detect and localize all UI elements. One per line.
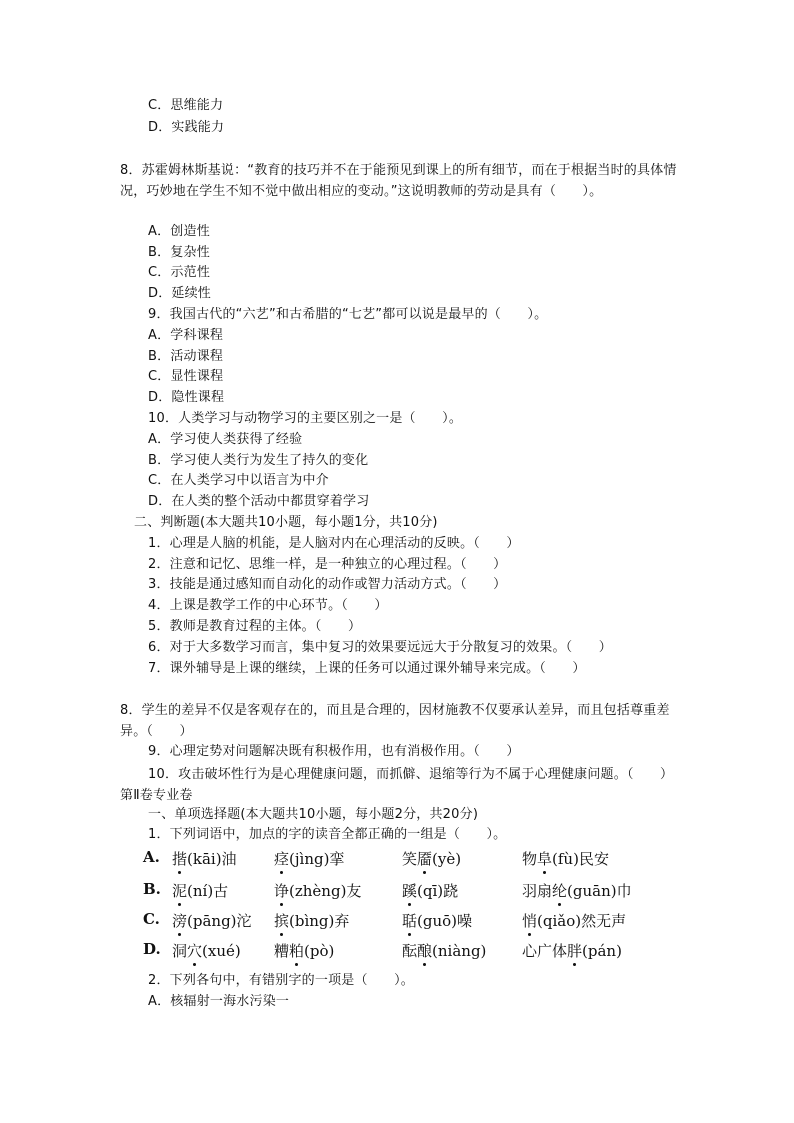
judge-10: 10．攻击破坏性行为是心理健康问题，而抓僻、退缩等行为不属于心理健康问题。（ ） 第Ⅱ卷专业卷 [120,767,680,803]
word-3: 蹊(qī)跷 [402,882,459,900]
q8-option-c: C．示范性 [148,265,211,280]
question-9: 9．我国古代的“六艺”和古希腊的“七艺”都可以说是最早的（ ）。 [148,307,548,322]
judge-7: 7．课外辅导是上课的继续，上课的任务可以通过课外辅导来完成。（ ） [148,661,586,676]
part2-section-1-heading: 一、单项选择题(本大题共10小题，每小题2分，共20分) [148,807,479,822]
judge-1: 1．心理是人脑的机能，是人脑对内在心理活动的反映。（ ） [148,536,520,551]
judge-6: 6．对于大多数学习而言，集中复习的效果要远远大于分散复习的效果。（ ） [148,640,612,655]
pinyin-options-image [140,842,670,972]
word-2: 诤(zhèng)友 [274,882,362,900]
word-2: 糟粕(pò) [274,942,335,960]
word-4: 羽扇纶(guān)巾 [522,882,632,900]
judge-2: 2．注意和记忆、思维一样，是一种独立的心理过程。（ ） [148,557,507,572]
section-2-heading: 二、判断题(本大题共10小题，每小题1分，共10分) [134,515,438,530]
q8-option-a: A．创造性 [148,224,210,239]
judge-9: 9．心理定势对问题解决既有积极作用，也有消极作用。（ ） [148,744,520,759]
q10-option-c: C．在人类学习中以语言为中介 [148,473,329,488]
option-label: B. [143,880,161,898]
part2-question-1: 1．下列词语中，加点的字的读音全都正确的一组是（ ）。 [148,827,507,842]
word-3: 酝酿(niàng) [402,942,487,960]
judge-3: 3．技能是通过感知而自动化的动作或智力活动方式。（ ） [148,577,507,592]
word-2: 痉(jìng)挛 [274,850,345,868]
q7-option-c: C．思维能力 [148,98,224,113]
q10-option-a: A．学习使人类获得了经验 [148,432,303,447]
option-label: C. [143,910,160,928]
question-8: 8．苏霍姆林斯基说：“教育的技巧并不在于能预见到课上的所有细节，而在于根据当时的具体情况，巧妙地在学生不知不觉中做出相应的变动。”这说明教师的劳动是具有（ ）。 [120,163,677,199]
word-4: 心广体胖(pán) [522,942,622,960]
q7-option-d: D．实践能力 [148,120,225,135]
word-3: 笑靥(yè) [402,850,462,868]
word-4: 物阜(fù)民安 [522,850,609,868]
part2-question-2: 2．下列各句中，有错别字的一项是（ ）。 [148,973,414,988]
question-10: 10．人类学习与动物学习的主要区别之一是（ ）。 [148,411,463,426]
word-4: 悄(qiǎo)然无声 [522,912,627,930]
word-3: 聒(guō)噪 [402,912,473,930]
judge-5: 5．教师是教育过程的主体。（ ） [148,619,362,634]
q10-option-b: B．学习使人类行为发生了持久的变化 [148,453,369,468]
word-2: 摈(bìng)弃 [274,912,350,930]
q9-option-a: A．学科课程 [148,328,224,343]
q9-option-b: B．活动课程 [148,349,224,364]
option-label: D. [143,940,161,958]
part2-q2-option-a: A．核辐射一海水污染一 [148,994,290,1009]
word-1: 揩(kāi)油 [172,850,237,868]
word-1: 泥(ní)古 [172,882,229,900]
word-1: 洞穴(xué) [172,942,241,960]
q8-option-d: D．延续性 [148,286,212,301]
q9-option-c: C．显性课程 [148,369,224,384]
q10-option-d: D．在人类的整个活动中都贯穿着学习 [148,494,370,509]
judge-8: 8．学生的差异不仅是客观存在的，而且是合理的，因材施教不仅要承认差异，而且包括尊重差异。（ ） [120,703,670,739]
q9-option-d: D．隐性课程 [148,390,225,405]
word-1: 滂(pāng)沱 [172,912,252,930]
option-label: A. [143,848,160,866]
judge-4: 4．上课是教学工作的中心环节。（ ） [148,598,388,613]
q8-option-b: B．复杂性 [148,245,210,260]
